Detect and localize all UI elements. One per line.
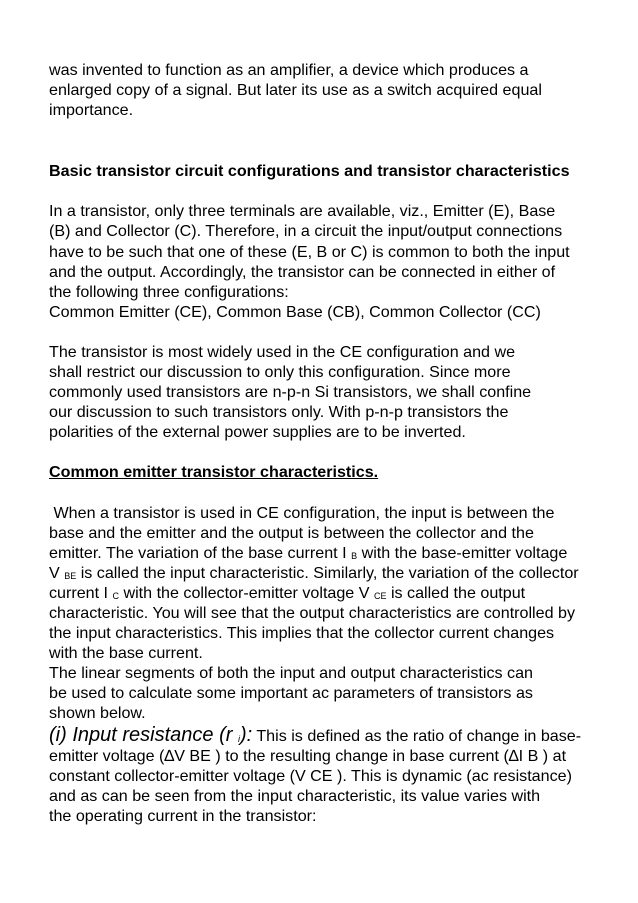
document-page [49,60,609,826]
text-line: (i) Input resistance (r $_i$): This is defined as the ratio of change in base- [49,723,582,746]
text-line: current I $_C$ with the collector-emitter voltage V $_{CE}$ is called the output [49,583,526,602]
text-line: V $_{BE}$ is called the input characteristic. Similarly, the variation of the collector [49,563,579,582]
text-line: have to be such that one of these (E, B or C) is common to both the input [49,242,570,261]
text-line: (B) and Collector (C). Therefore, in a circuit the input/output connections [49,222,563,241]
text-line: was invented to function as an amplifier, a device which produces a [49,61,529,79]
text-line: emitter voltage (∆V BE ) to the resulting change in base current (∆I B ) at [49,746,567,765]
text-line: base and the emitter and the output is between the collector and the [49,523,534,542]
text-line: importance. [49,101,134,120]
ce-usage-paragraph [49,342,609,442]
text-line: polarities of the external power supplies are to be inverted. [49,423,466,442]
intro-paragraph [49,60,609,120]
text-line: When a transistor is used in CE configuration, the input is between the [49,503,555,522]
text-line: shall restrict our discussion to only this configuration. Since more [49,363,511,382]
section-heading-configurations: Basic transistor circuit configurations and transistor characteristics [49,162,570,181]
text-line: commonly used transistors are n-p-n Si transistors, we shall confine [49,383,532,402]
section-heading-ce-characteristics: Common emitter transistor characteristics. [49,463,379,482]
text-line: with the base current. [49,644,203,663]
text-line: constant collector-emitter voltage (V CE ). This is dynamic (ac resistance) [49,766,572,785]
text-line: The linear segments of both the input and output characteristics can [49,664,533,683]
text-line: our discussion to such transistors only. With p-n-p transistors the [49,403,509,422]
input-resistance-paragraph [49,725,609,826]
text-line: emitter. The variation of the base current I $_B$ with the base-emitter voltage [49,543,568,562]
text-line: The transistor is most widely used in the CE configuration and we [49,342,516,361]
text-line: In a transistor, only three terminals are available, viz., Emitter (E), Base [49,202,556,221]
input-resistance-label: (i) Input resistance (r $_i$): [49,723,253,746]
configurations-paragraph [49,201,609,322]
ce-characteristics-paragraph [49,503,609,664]
text-line: shown below. [49,704,146,723]
text-line: and as can be seen from the input characteristic, its value varies with [49,786,541,805]
text-line: characteristic. You will see that the output characteristics are controlled by [49,603,576,622]
text-line: enlarged copy of a signal. But later its use as a switch acquired equal [49,81,542,100]
text-line: Common Emitter (CE), Common Base (CB), Common Collector (CC) [49,302,541,321]
text-line: the following three configurations: [49,282,289,301]
text-line: be used to calculate some important ac parameters of transistors as [49,684,533,703]
text-line: the operating current in the transistor: [49,806,317,825]
linear-segments-paragraph [49,663,609,723]
text-line: the input characteristics. This implies that the collector current changes [49,624,555,643]
text-line: and the output. Accordingly, the transistor can be connected in either of [49,262,556,281]
